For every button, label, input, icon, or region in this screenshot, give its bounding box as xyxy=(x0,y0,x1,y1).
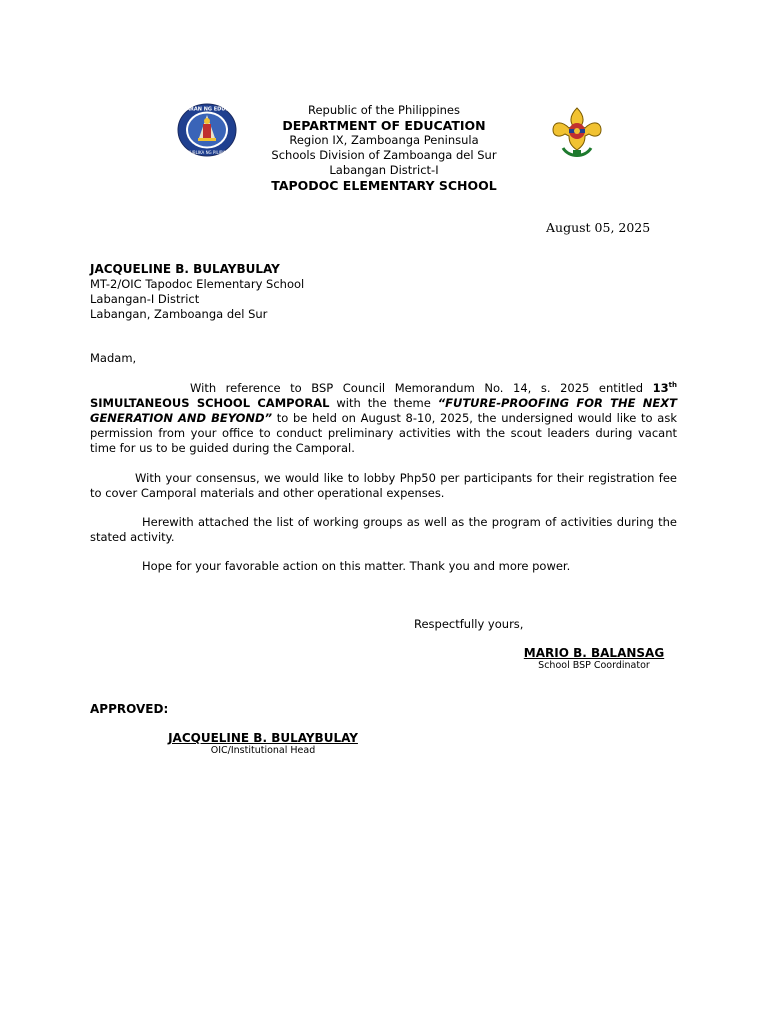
p1-intro: With reference to BSP Council Memorandum No. 14, s. 2025 entitled xyxy=(190,381,653,395)
body-paragraph-1 xyxy=(90,381,677,456)
signatory-title: School BSP Coordinator xyxy=(538,660,650,671)
p2-text: With your consensus, we would like to lobby Php50 per participants for their registration fee to cover Camporal materials and other operational expenses. xyxy=(90,471,677,500)
signature-block xyxy=(520,646,668,671)
recipient-position: MT-2/OIC Tapodoc Elementary School xyxy=(90,277,305,291)
svg-text:KAGAWARAN NG EDUKASYON: KAGAWARAN NG EDUKASYON xyxy=(165,106,249,113)
approver-block xyxy=(160,731,366,756)
letter-date: August 05, 2025 xyxy=(546,220,651,235)
p1-theme-lead: with the theme xyxy=(329,396,438,410)
district-line: Labangan District-I xyxy=(329,163,439,177)
signatory-name: MARIO B. BALANSAG xyxy=(523,646,665,660)
recipient-address: Labangan, Zamboanga del Sur xyxy=(90,307,268,321)
body-paragraph-2 xyxy=(90,471,677,501)
region-line: Region IX, Zamboanga Peninsula xyxy=(289,133,479,147)
salutation: Madam, xyxy=(90,351,137,365)
p3-text: Herewith attached the list of working groups as well as the program of activities during the stated activity. xyxy=(90,515,677,544)
p1-rest: to be held on August 8-10, 2025, the undersigned would like to ask permission from your office to conduct preliminary activities with the scout leaders during vacant time for us to be guided during the Camporal. xyxy=(90,411,677,455)
p1-ordinal-suffix: th xyxy=(668,381,677,390)
school-name: TAPODOC ELEMENTARY SCHOOL xyxy=(271,178,497,193)
complimentary-close: Respectfully yours, xyxy=(414,617,524,631)
recipient-block xyxy=(90,262,304,322)
body-paragraph-4 xyxy=(90,559,677,574)
department-name: DEPARTMENT OF EDUCATION xyxy=(282,118,486,133)
republic-line: Republic of the Philippines xyxy=(307,103,461,117)
p1-number: 13 xyxy=(652,381,669,395)
recipient-name: JACQUELINE B. BULAYBULAY xyxy=(90,262,280,276)
p4-text: Hope for your favorable action on this matter. Thank you and more power. xyxy=(142,559,571,573)
recipient-district: Labangan-I District xyxy=(90,292,200,306)
approver-title: OIC/Institutional Head xyxy=(210,745,316,756)
body-paragraph-3 xyxy=(90,515,677,545)
p1-theme: “FUTURE-PROOFING FOR THE NEXT GENERATION AND BEYOND” xyxy=(90,396,677,425)
svg-text:REPUBLIKA NG PILIPINAS: REPUBLIKA NG PILIPINAS xyxy=(182,150,232,155)
p1-event-name: SIMULTANEOUS SCHOOL CAMPORAL xyxy=(90,396,330,410)
approved-label: APPROVED: xyxy=(90,702,169,716)
approver-name: JACQUELINE B. BULAYBULAY xyxy=(168,731,358,745)
letterhead xyxy=(0,103,768,193)
division-line: Schools Division of Zamboanga del Sur xyxy=(271,148,497,162)
